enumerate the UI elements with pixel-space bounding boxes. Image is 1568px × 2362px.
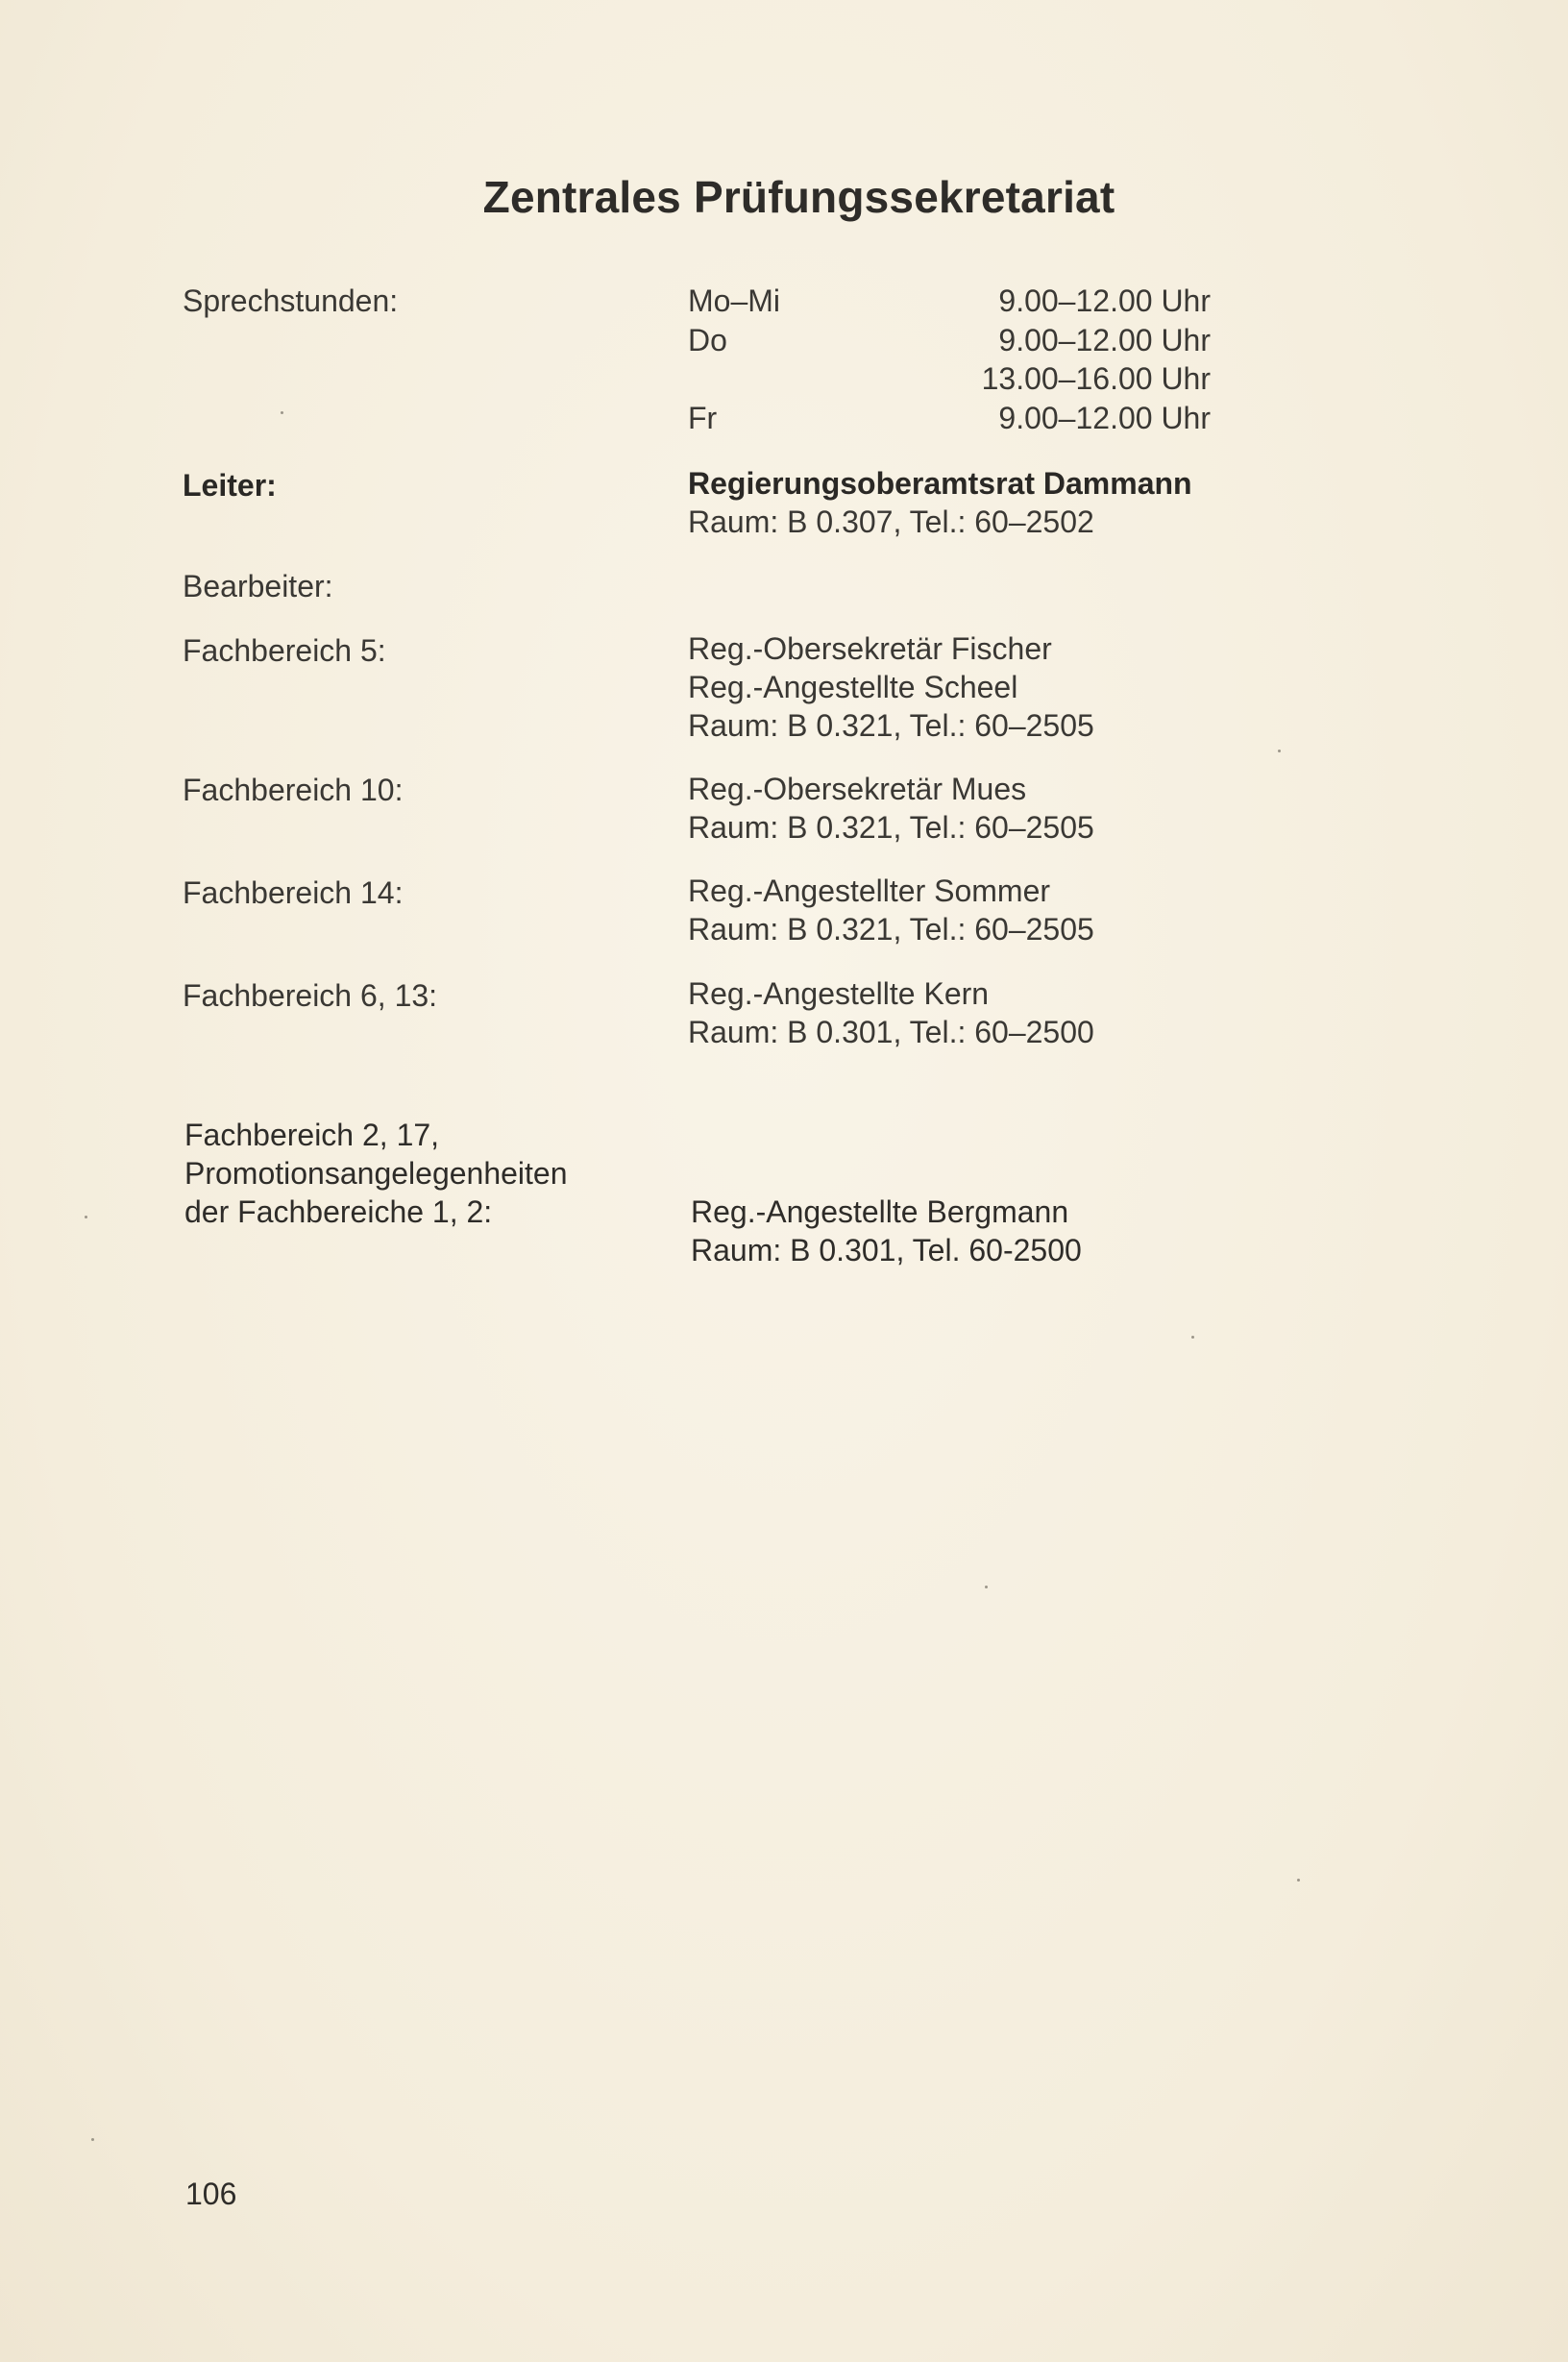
paper-speck — [1297, 1879, 1300, 1882]
leiter-label: Leiter: — [183, 468, 277, 503]
office-hours-time: 13.00–16.00 Uhr — [981, 361, 1211, 396]
leiter-name: Regierungsoberamtsrat Dammann — [688, 466, 1192, 501]
office-hours-time: 9.00–12.00 Uhr — [998, 283, 1211, 318]
staff-name: Reg.-Angestellte Kern — [688, 976, 990, 1011]
paper-speck — [91, 2138, 94, 2141]
paper-speck — [1191, 1336, 1194, 1339]
department-label: Fachbereich 10: — [183, 773, 404, 807]
staff-room: Raum: B 0.301, Tel. 60-2500 — [691, 1233, 1082, 1267]
staff-name: Reg.-Obersekretär Fischer — [688, 631, 1052, 666]
page-number: 106 — [185, 2177, 237, 2211]
office-hours-time: 9.00–12.00 Uhr — [998, 323, 1211, 357]
department-label: Promotionsangelegenheiten — [184, 1156, 568, 1191]
page-title: Zentrales Prüfungssekretariat — [482, 172, 1115, 222]
department-label: Fachbereich 14: — [183, 875, 404, 910]
office-hours-label: Sprechstunden: — [183, 283, 399, 318]
bearbeiter-label: Bearbeiter: — [183, 569, 333, 603]
paper-speck — [985, 1586, 988, 1588]
office-hours-day: Mo–Mi — [688, 283, 781, 318]
staff-name: Reg.-Angestellter Sommer — [688, 873, 1051, 908]
office-hours-day: Do — [688, 323, 727, 357]
paper-speck — [85, 1216, 87, 1218]
staff-name: Reg.-Obersekretär Mues — [688, 772, 1027, 806]
department-label: Fachbereich 5: — [183, 633, 386, 668]
leiter-room: Raum: B 0.307, Tel.: 60–2502 — [688, 504, 1094, 539]
office-hours-time: 9.00–12.00 Uhr — [998, 401, 1211, 435]
department-label: Fachbereich 6, 13: — [183, 978, 438, 1013]
office-hours-day: Fr — [688, 401, 718, 435]
staff-name: Reg.-Angestellte Scheel — [688, 670, 1018, 704]
staff-room: Raum: B 0.321, Tel.: 60–2505 — [688, 912, 1094, 947]
paper-speck — [1278, 750, 1281, 752]
paper-speck — [281, 411, 283, 414]
staff-name: Reg.-Angestellte Bergmann — [691, 1194, 1069, 1229]
staff-room: Raum: B 0.321, Tel.: 60–2505 — [688, 810, 1094, 845]
department-label: Fachbereich 2, 17, — [184, 1118, 440, 1152]
staff-room: Raum: B 0.301, Tel.: 60–2500 — [688, 1015, 1094, 1049]
department-label: der Fachbereiche 1, 2: — [184, 1194, 493, 1229]
staff-room: Raum: B 0.321, Tel.: 60–2505 — [688, 708, 1094, 743]
